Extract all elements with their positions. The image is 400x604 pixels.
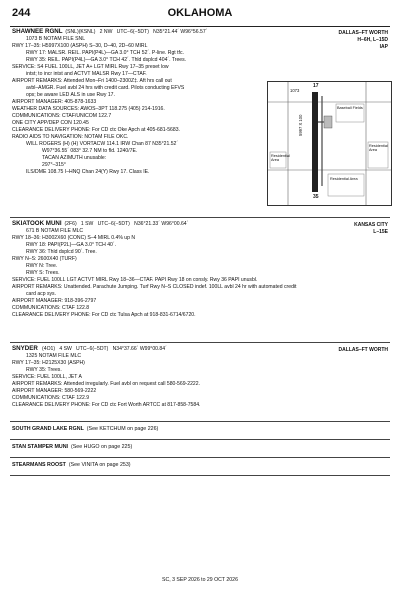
- runway-17-35: [312, 92, 318, 192]
- skiatook-chart: L–15E: [373, 229, 388, 235]
- elevation-label: 1073: [290, 88, 300, 93]
- shawnee-l11: ONE CITY APP/DEP CON 120.45: [12, 120, 89, 126]
- shawnee-l2: RWY 35: REIL. PAPI(P4L)—GA 3.0° TCH 42´. Thld dsplcd 404´. Trees.: [26, 57, 187, 63]
- snyder-l6: CLEARANCE DELIVERY PHONE: For CD ctc Fort Worth ARTCC at 817-858-7584.: [12, 402, 201, 408]
- section-rule: [10, 475, 390, 476]
- snyder-l0: RWY 17–35: H2125X30 (ASPH): [12, 360, 85, 366]
- skiatook-l3: RWY N–S: 2600X40 (TURF): [12, 256, 77, 262]
- snyder-l3: AIRPORT REMARKS: Attended irregularly. Fuel avbl on request call 580-569-2222.: [12, 381, 200, 387]
- shawnee-name: SHAWNEE RGNL: [12, 28, 63, 35]
- shawnee-l18: ILS/DME 108.75 I–HNQ Chan 24(Y) Rwy 17. Class IE.: [26, 169, 150, 175]
- skiatook-city: KANSAS CITY: [354, 222, 388, 228]
- shawnee-l13: RADIO AIDS TO NAVIGATION: NOTAM FILE OKC.: [12, 134, 129, 140]
- runway-35-label: 35: [313, 194, 319, 200]
- state-title: OKLAHOMA: [167, 7, 233, 19]
- skiatook-l9: AIRPORT MANAGER: 918-396-2797: [12, 298, 97, 304]
- shawnee-l7: ops; be aware LED ALS in use Rwy 17.: [26, 92, 115, 98]
- skiatook-l10: COMMUNICATIONS: CTAF 122.8: [12, 305, 90, 311]
- shawnee-l12: CLEARANCE DELIVERY PHONE: For CD ctc Oke Apch at 405-681-5683.: [12, 127, 180, 133]
- see-ref-stearmans-roost[interactable]: STEARMANS ROOST (See VINITA on page 253): [12, 462, 131, 468]
- effective-dates-footer: SC, 3 SEP 2026 to 29 OCT 2026: [162, 577, 238, 583]
- airport-diagram: [267, 81, 392, 206]
- skiatook-l2: RWY 36: Thld dsplcd 90´. Tree.: [26, 249, 97, 255]
- skiatook-name: SKIATOOK MUNI: [12, 220, 62, 227]
- see-ref-stan-stamper[interactable]: STAN STAMPER MUNI (See HUGO on page 225): [12, 444, 133, 450]
- section-rule: [10, 217, 390, 218]
- snyder-name: SNYDER: [12, 345, 38, 352]
- skiatook-l5: RWY S: Trees.: [26, 270, 60, 276]
- skiatook-l7: AIRPORT REMARKS: Unattended. Parachute Jumping. Turf Rwy N–S CLOSED indef. 100LL avbl 24 hr with automated credit: [12, 284, 297, 290]
- shawnee-l3: SERVICE: S4 FUEL 100LL, JET A+ LGT MIRL Rwy 17–35 preset low: [12, 64, 169, 70]
- area-label: Residential Area: [271, 154, 290, 162]
- runway-length-label: 5997 X 100: [298, 114, 303, 136]
- area-label: Residential Area: [330, 177, 358, 181]
- section-rule: [10, 421, 390, 422]
- shawnee-l0: RWY 17–35: H5997X100 (ASPH) S–30, D–40, 2D–60 MIRL: [12, 43, 148, 49]
- page-number: 244: [12, 7, 31, 19]
- header-rule: [10, 26, 390, 27]
- page-header: [10, 5, 390, 25]
- area-label: Baseball Fields: [337, 106, 363, 110]
- shawnee-chart: H–6H, L–15D: [357, 37, 388, 43]
- shawnee-l16: TACAN AZIMUTH unusable:: [42, 155, 107, 161]
- snyder-l4: AIRPORT MANAGER: 580-569-2222: [12, 388, 97, 394]
- shawnee-iap: IAP: [379, 44, 388, 50]
- area-label: Residential Area: [369, 144, 388, 152]
- section-rule: [10, 342, 390, 343]
- skiatook-l4: RWY N: Tree.: [26, 263, 58, 269]
- snyder-l1: RWY 35: Trees.: [26, 367, 62, 373]
- skiatook-l8: card acp sys.: [26, 291, 57, 297]
- shawnee-l15: W97°36.55´ 083° 32.7 NM to fld. 1240/7E.: [42, 148, 138, 154]
- runway-17-label: 17: [313, 83, 319, 89]
- shawnee-title-line: SHAWNEE RGNL (SNL)(KSNL) 2 NW UTC−6(−5DT) N35°21.44´ W96°56.57´: [12, 28, 208, 35]
- shawnee-l10: COMMUNICATIONS: CTAF/UNICOM 122.7: [12, 113, 112, 119]
- see-ref-south-grand-lake[interactable]: SOUTH GRAND LAKE RGNL (See KETCHUM on page 226): [12, 426, 159, 432]
- snyder-city: DALLAS–FT WORTH: [338, 347, 388, 353]
- section-rule: [10, 439, 390, 440]
- shawnee-l4: intst; to incr intst and ACTVT MALSR Rwy 17—CTAF.: [26, 71, 147, 77]
- snyder-l2: SERVICE: FUEL 100LL, JET A: [12, 374, 82, 380]
- snyder-title-line: SNYDER (4O1) 4 SW UTC−6(−5DT) N34°37.66´ W99°00.84´: [12, 345, 167, 352]
- shawnee-l5: AIRPORT REMARKS: Attended Mon–Fri 1400–2300Z‡. Aft hrs call out: [12, 78, 172, 84]
- apron: [324, 116, 332, 128]
- skiatook-l0: RWY 18–36: H3002X60 (CONC) S–4 MIRL 0.4% up N: [12, 235, 136, 241]
- shawnee-l8: AIRPORT MANAGER: 405-878-1633: [12, 99, 97, 105]
- skiatook-line2: 671 B NOTAM FILE MLC: [26, 228, 84, 234]
- snyder-l5: COMMUNICATIONS: CTAF 122.9: [12, 395, 90, 401]
- shawnee-line2: 1073 B NOTAM FILE SNL: [26, 36, 86, 42]
- skiatook-l1: RWY 18: PAPI(P2L)—GA 3.0° TCH 40´.: [26, 242, 116, 248]
- skiatook-title-line: SKIATOOK MUNI (2F6) 1 SW UTC−6(−5DT) N36°21.33´ W96°00.64´: [12, 220, 189, 227]
- shawnee-l17: 297°–315°: [42, 162, 66, 168]
- skiatook-l6: SERVICE: FUEL 100LL LGT ACTVT MIRL Rwy 18–36—CTAF. PAPI Rwy 18 on consly. Rwy 36 PAPI unusbl.: [12, 277, 258, 283]
- snyder-line2: 1325 NOTAM FILE MLC: [26, 353, 82, 359]
- shawnee-l6: avbl–AMGR. Fuel avbl 24 hrs with credit card. Pilots conducting EFVS: [26, 85, 185, 91]
- shawnee-l1: RWY 17: MALSR. REIL. PAPI(P4L)—GA 3.0° TCH 52´. P-line. Rgt tfc.: [26, 50, 184, 56]
- skiatook-l11: CLEARANCE DELIVERY PHONE: For CD ctc Tulsa Apch at 918-831-6714/6720.: [12, 312, 196, 318]
- shawnee-l9: WEATHER DATA SOURCES: AWOS–3PT 118.275 (405) 214-1916.: [12, 106, 165, 112]
- shawnee-city: DALLAS–FT WORTH: [338, 30, 388, 36]
- shawnee-l14: WILL ROGERS (H) (H) VORTACW 114.1 IRW Chan 87 N35°21.52´: [26, 141, 179, 147]
- section-rule: [10, 457, 390, 458]
